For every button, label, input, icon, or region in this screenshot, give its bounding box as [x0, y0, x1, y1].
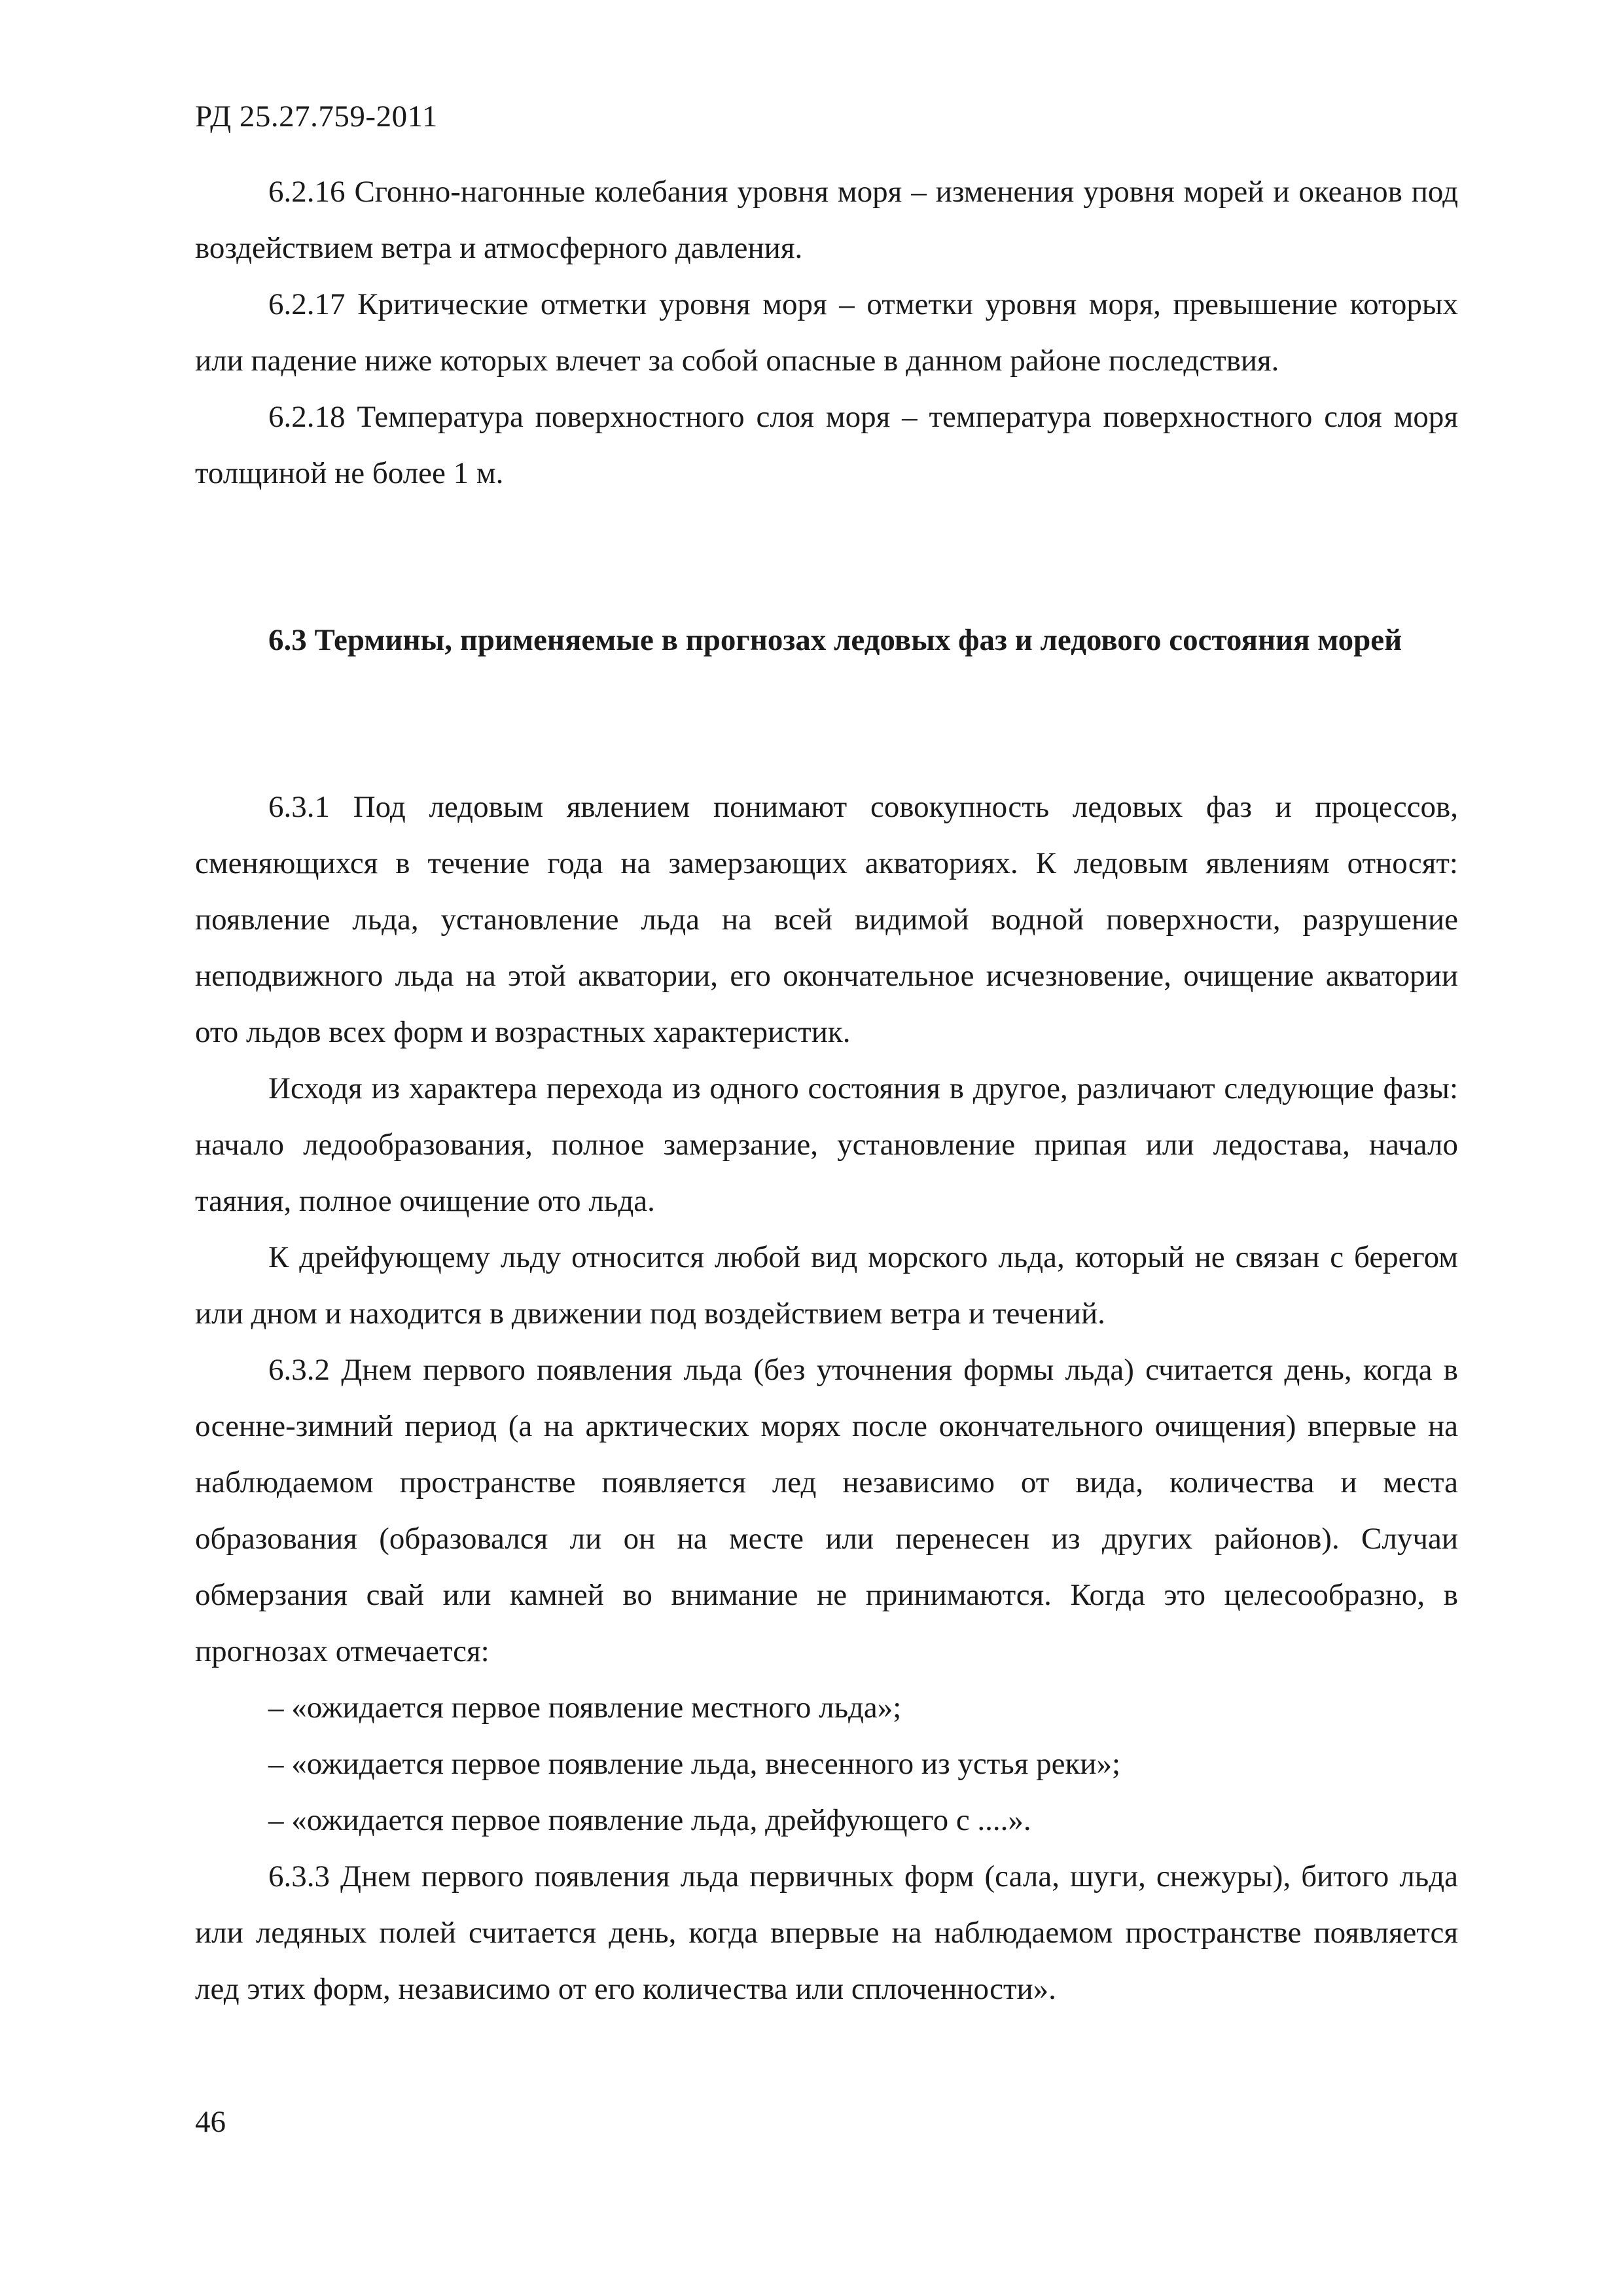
section-heading-block	[195, 612, 1458, 668]
paragraph-drifting-ice: К дрейфующему льду относится любой вид морского льда, который не связан с берегом или дном и находится в движении под воздействием ветра и течений.	[195, 1240, 1458, 1331]
paragraph-phases: Исходя из характера перехода из одного состояния в другое, различают следующие фазы: начало ледообразования, полное замерзание, установление припая или ледостава, начало таяния, полное очищение ото льда.	[195, 1071, 1458, 1218]
section-title-6-3: 6.3 Термины, применяемые в прогнозах ледовых фаз и ледового состояния морей	[268, 623, 1402, 657]
definition-6-2-16: 6.2.16 Сгонно-нагонные колебания уровня моря – изменения уровня морей и океанов под воздействием ветра и атмосферного давления.	[195, 175, 1458, 265]
definition-6-2-18: 6.2.18 Температура поверхностного слоя моря – температура поверхностного слоя моря толщиной не более 1 м.	[195, 400, 1458, 490]
list-item: – «ожидается первое появление льда, дрейфующего с ....».	[268, 1803, 1031, 1837]
definition-6-2-17: 6.2.17 Критические отметки уровня моря – отметки уровня моря, превышение которых или падение ниже которых влечет за собой опасные в данном районе последствия.	[195, 287, 1458, 378]
definitions-block	[195, 164, 1458, 501]
section-body	[195, 779, 1458, 2017]
page-number: 46	[195, 2105, 226, 2139]
list-item: – «ожидается первое появление местного льда»;	[268, 1691, 902, 1725]
paragraph-6-3-3: 6.3.3 Днем первого появления льда первичных форм (сала, шуги, снежуры), битого льда или ледяных полей считается день, когда впервые на наблюдаемом пространстве появляется лед этих форм, независимо от его количества или сплоченности».	[195, 1859, 1458, 2006]
paragraph-6-3-2: 6.3.2 Днем первого появления льда (без уточнения формы льда) считается день, когда в осенне-зимний период (а на арктических морях после окончательного очищения) впервые на наблюдаемом пространстве появляется лед независимо от вида, количества и места образования (образовался ли он на месте или перенесен из других районов). Случаи обмерзания свай или камней во внимание не принимаются. Когда это целесообразно, в прогнозах отмечается:	[195, 1353, 1458, 1668]
paragraph-6-3-1: 6.3.1 Под ледовым явлением понимают совокупность ледовых фаз и процессов, сменяющихся в течение года на замерзающих акваториях. К ледовым явлениям относят: появление льда, установление льда на всей видимой водной поверхности, разрушение неподвижного льда на этой акватории, его окончательное исчезновение, очищение акватории ото льдов всех форм и возрастных характеристик.	[195, 790, 1458, 1049]
document-id-header: РД 25.27.759-2011	[195, 99, 438, 134]
list-item: – «ожидается первое появление льда, внесенного из устья реки»;	[268, 1747, 1121, 1781]
